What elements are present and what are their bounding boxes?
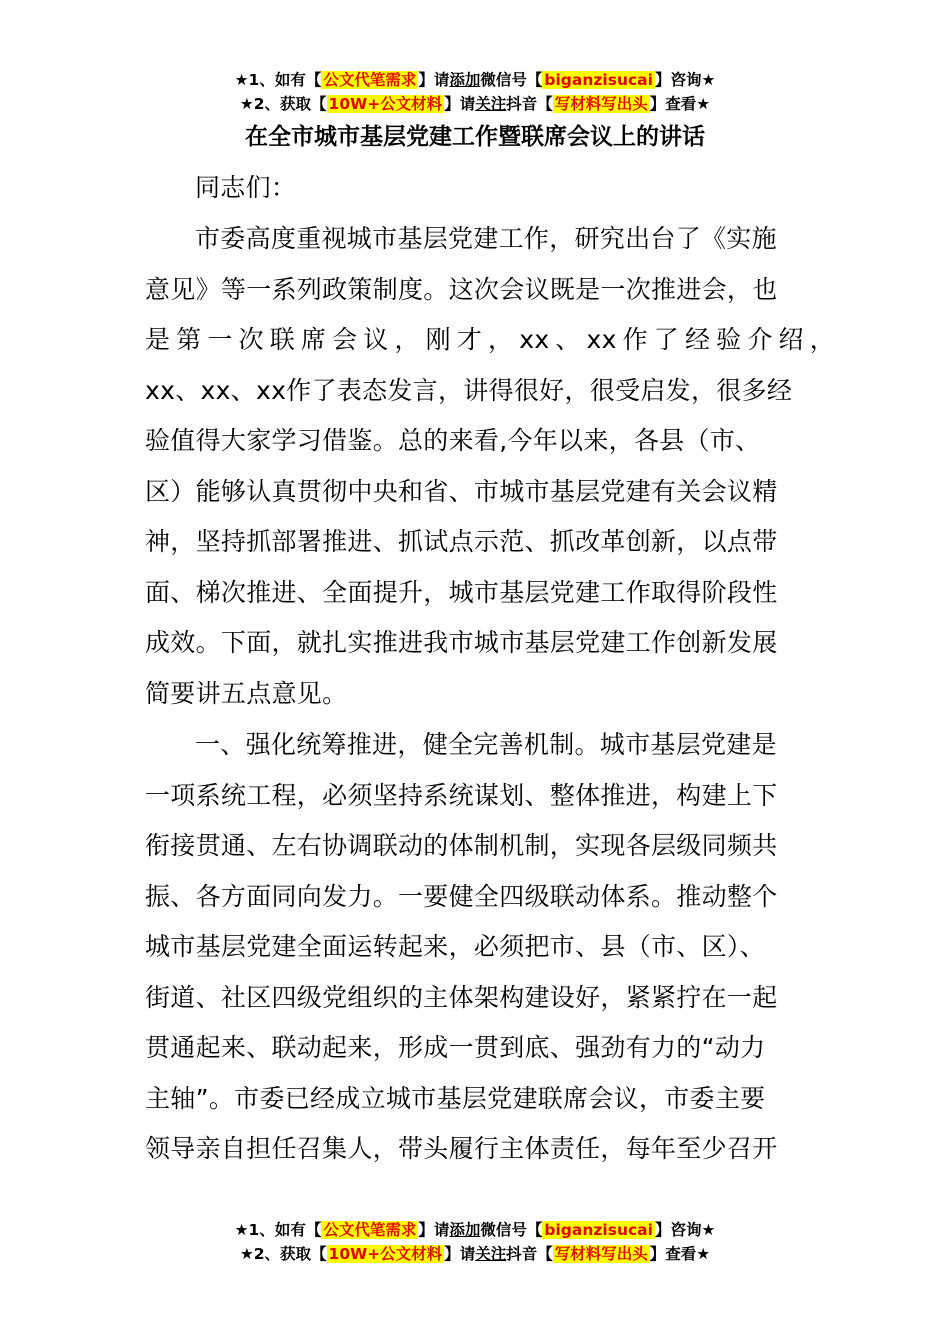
document-title: 在全市城市基层党建工作暨联席会议上的讲话 [245,124,705,150]
text-line: 城市基层党建全面运转起来，必须把市、县（市、区）、 [145,932,766,961]
promo-highlight: 10W+公文材料 [328,1245,443,1263]
promo-underlined: 添加 [449,71,481,89]
promo-line-2 [0,92,950,116]
promo-text: 】请 [418,1221,450,1239]
promo-text: 】查看★ [649,1245,711,1263]
promo-text: 抖音【 [506,95,553,113]
text-line: 是第一次联席会议，刚才，xx、xx作了经验介绍， [145,325,835,354]
promo-text: ★1、如有【 [234,71,322,89]
promo-text: 】查看★ [649,95,711,113]
promo-text: ★1、如有【 [234,1221,322,1239]
promo-text: 】咨询★ [654,1221,716,1239]
promo-underlined: 添加 [449,1221,481,1239]
text-line: 一、强化统筹推进，健全完善机制。城市基层党建是 [195,730,777,759]
text-line: 面、梯次推进、全面提升，城市基层党建工作取得阶段性 [145,577,778,607]
promo-text: 】请 [444,1245,476,1263]
text-line: 街道、社区四级党组织的主体架构建设好，紧紧拧在一起 [145,982,778,1012]
promo-text: 】咨询★ [654,71,716,89]
paragraph-1 [145,214,835,719]
promo-highlight: 公文代笔需求 [323,1221,417,1239]
promo-text: ★2、获取【 [239,95,327,113]
promo-highlight: 10W+公文材料 [328,95,443,113]
promo-text: 抖音【 [506,1245,553,1263]
text-line: 成效。下面，就扎实推进我市城市基层党建工作创新发展 [145,628,778,657]
text-line: 衔接贯通、左右协调联动的体制机制，实现各层级同频共 [145,831,778,860]
promo-line-1 [0,68,950,92]
promo-douyin-id: 写材料写出头 [554,1245,648,1263]
promo-underlined: 关注 [475,95,507,113]
text-line: 简要讲五点意见。 [145,678,348,708]
promo-wechat-id: biganzisucai [544,1221,653,1239]
promo-text: 微信号【 [480,71,543,89]
promo-highlight: 公文代笔需求 [323,71,417,89]
text-line: 意见》等一系列政策制度。这次会议既是一次推进会，也 [145,274,778,304]
salutation-block [145,163,805,214]
promo-text: 】请 [444,95,476,113]
promo-text: 】请 [418,71,450,89]
text-line: 振、各方面同向发力。一要健全四级联动体系。推动整个 [145,881,778,911]
text-line: 贯通起来、联动起来，形成一贯到底、强劲有力的“动力 [145,1033,766,1062]
text-line: 验值得大家学习借鉴。总的来看,今年以来，各县（市、 [145,426,761,455]
text-line: 市委高度重视城市基层党建工作，研究出台了《实施 [195,224,777,253]
salutation: 同志们： [195,173,297,202]
promo-underlined: 关注 [475,1245,507,1263]
promo-line-1 [0,1218,950,1242]
text-line: 领导亲自担任召集人，带头履行主体责任，每年至少召开 [145,1134,778,1163]
promo-line-2 [0,1242,950,1266]
paragraph-2 [145,720,805,1175]
text-line: 神，坚持抓部署推进、抓试点示范、抓改革创新，以点带 [145,527,778,556]
promo-douyin-id: 写材料写出头 [554,95,648,113]
text-line: 一项系统工程，必须坚持系统谋划、整体推进，构建上下 [145,780,778,810]
text-line: 主轴”。市委已经成立城市基层党建联席会议，市委主要 [145,1083,766,1113]
text-line: xx、xx、xx作了表态发言，讲得很好，很受启发，很多经 [145,375,793,405]
promo-text: ★2、获取【 [239,1245,327,1263]
text-line: 区）能够认真贯彻中央和省、市城市基层党建有关会议精 [145,476,778,506]
bottom-promo-banner [0,1218,950,1266]
promo-text: 微信号【 [480,1221,543,1239]
top-promo-banner [0,68,950,116]
promo-wechat-id: biganzisucai [544,71,653,89]
